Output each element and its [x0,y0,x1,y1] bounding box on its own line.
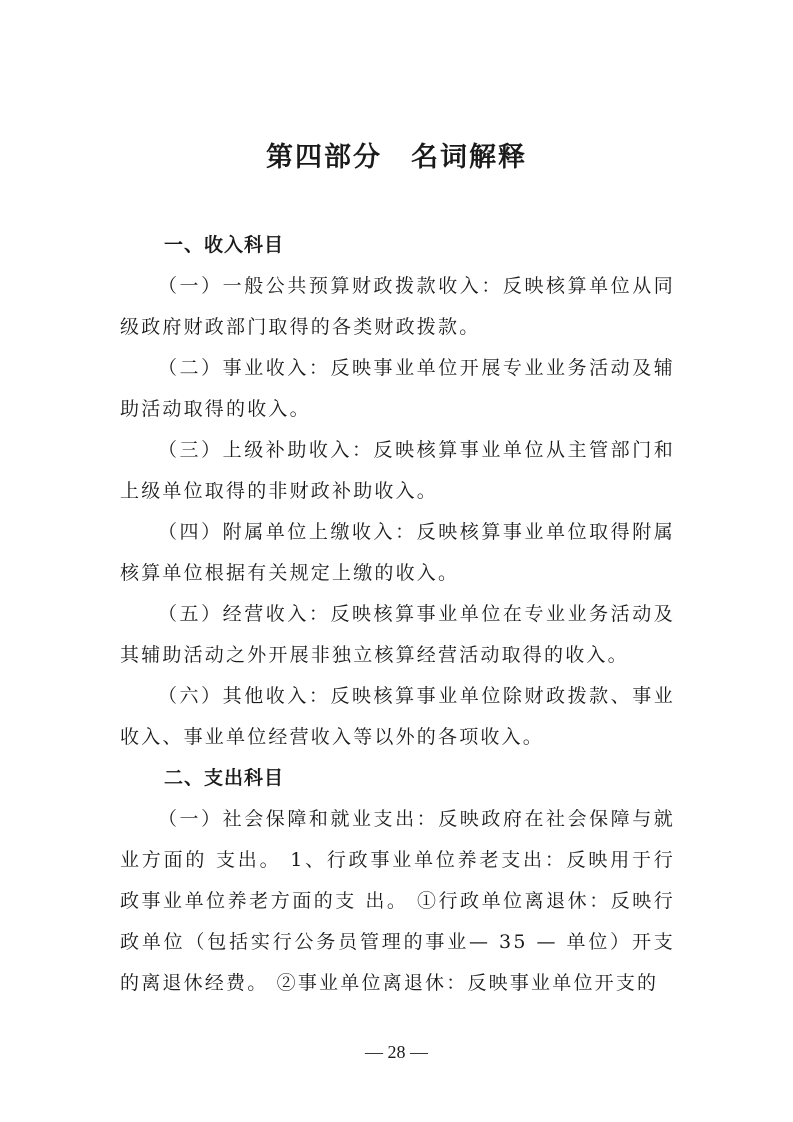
document-body [120,225,675,1004]
paragraph: （六）其他收入：反映核算事业单位除财政拨款、事业收入、事业单位经营收入等以外的各项收入。 [120,685,675,748]
paragraph: （五）经营收入：反映核算事业单位在专业业务活动及其辅助活动之外开展非独立核算经营活动取得的收入。 [120,603,675,666]
paragraph: （四）附属单位上缴收入：反映核算事业单位取得附属核算单位根据有关规定上缴的收入。 [120,521,675,584]
page-title: 第四部分 名词解释 [266,142,527,173]
paragraph: （三）上级补助收入：反映核算事业单位从主管部门和上级单位取得的非财政补助收入。 [120,439,675,502]
paragraph: （二）事业收入：反映事业单位开展专业业务活动及辅助活动取得的收入。 [120,357,675,420]
paragraph: （一）社会保障和就业支出：反映政府在社会保障与就业方面的 支出。 1、行政事业单位养老支出：反映用于行政事业单位养老方面的支 出。 ①行政单位离退休：反映行政单位（包括实行公务员管理的事业— 35 — 单位）开支的离退休经费。 ②事业单位离退休：反映事业单位开支的 [120,808,675,994]
section-heading-income: 一、收入科目 [164,234,285,256]
section-heading-expenditure: 二、支出科目 [164,767,285,789]
page-number: — 28 — [365,1042,428,1062]
paragraph: （一）一般公共预算财政拨款收入：反映核算单位从同级政府财政部门取得的各类财政拨款。 [120,275,675,338]
